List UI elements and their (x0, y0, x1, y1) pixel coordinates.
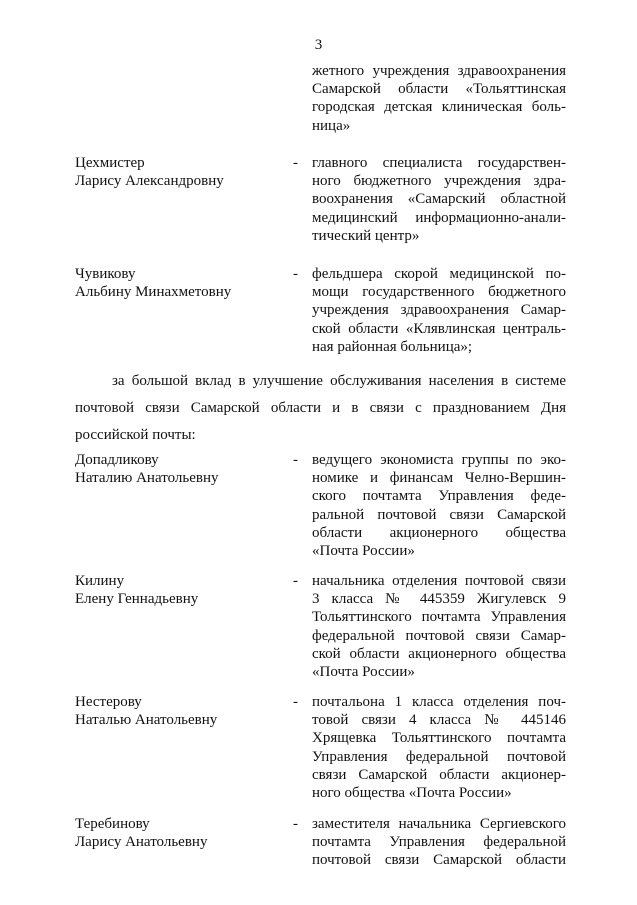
person-surname: Теребинову (75, 816, 150, 832)
description-line: номике и финансам Челно-Вершин- (312, 470, 566, 487)
person-given-names: Ларису Анатольевну (75, 834, 208, 851)
entry-dash: - (293, 694, 298, 710)
description-line: ведущего экономиста группы по эко- (312, 452, 566, 468)
description-line: ная районная больница»; (312, 338, 473, 355)
description-line: учреждения здравоохранения Самар- (312, 302, 566, 319)
entry-dash: - (293, 573, 298, 589)
description-line: связи Самарской области акционер- (312, 766, 566, 783)
description-line: ского почтамта Управления феде- (312, 488, 566, 505)
description-line: Тольяттинского почтамта Управления (312, 609, 566, 626)
description-line: почтамта Управления федеральной (312, 834, 566, 851)
description-line: мощи государственного бюджетного (312, 284, 566, 301)
person-surname: Нестерову (75, 694, 142, 710)
description-line: области акционерного общества (312, 524, 566, 541)
description-line: заместителя начальника Сергиевского (312, 816, 566, 832)
description-line: почтовой связи Самарской области (312, 852, 566, 869)
description-line: фельдшера скорой медицинской по- (312, 266, 566, 282)
description-line: ральной почтовой связи Самарской (312, 506, 566, 523)
description-line: ской области «Клявлинская централь- (312, 320, 566, 337)
person-surname: Килину (75, 573, 125, 589)
person-surname: Допадликову (75, 452, 159, 468)
entry-description (312, 693, 566, 802)
entry-description (312, 451, 566, 560)
description-line: ница» (312, 117, 351, 134)
entry-description (312, 154, 566, 245)
description-line: медицинский информационно-анали- (312, 209, 566, 226)
description-line: тический центр» (312, 227, 420, 244)
paragraph-line: за большой вклад в улучшение обслуживания населения в системе (112, 373, 566, 389)
person-surname: Цехмистер (75, 155, 145, 171)
description-line: Хрящевка Тольяттинского почтамта (312, 730, 566, 747)
person-name (75, 815, 285, 852)
paragraph-line: почтовой связи Самарской области и в связи с празднованием Дня (75, 400, 566, 416)
person-given-names: Ларису Александровну (75, 173, 224, 190)
entry-dash: - (293, 816, 298, 832)
person-given-names: Альбину Минахметовну (75, 284, 232, 301)
entry-dash: - (293, 155, 298, 171)
description-line: «Почта России» (312, 664, 415, 681)
award-reason-paragraph (75, 368, 566, 449)
description-line: Самарской области «Тольяттинская (312, 81, 566, 98)
entry-dash: - (293, 266, 298, 282)
person-name (75, 154, 285, 191)
description-line: начальника отделения почтовой связи (312, 573, 566, 589)
entry-description (312, 265, 566, 356)
page-number: 3 (314, 37, 323, 53)
entry-description (312, 815, 566, 870)
description-line: ного общества «Почта России» (312, 785, 512, 802)
description-line: воохранения «Самарский областной (312, 191, 566, 208)
description-line: ской области акционерного общества (312, 645, 566, 662)
description-line: городская детская клиническая боль- (312, 99, 566, 116)
person-given-names: Наталью Анатольевну (75, 712, 218, 729)
entry-dash: - (293, 452, 298, 468)
description-line: федеральной почтовой связи Самар- (312, 627, 566, 644)
person-name (75, 693, 285, 730)
person-name (75, 572, 285, 609)
person-name (75, 265, 285, 302)
description-line: почтальона 1 класса отделения поч- (312, 694, 566, 710)
paragraph-line: российской почты: (75, 427, 196, 443)
description-line: товой связи 4 класса № 445146 (312, 712, 566, 729)
person-surname: Чувикову (75, 266, 136, 282)
description-line: жетного учреждения здравоохранения (312, 63, 566, 79)
description-line: главного специалиста государствен- (312, 155, 566, 171)
description-line: 3 класса № 445359 Жигулевск 9 (312, 591, 566, 608)
description-line: Управления федеральной почтовой (312, 748, 566, 765)
entry-description (312, 572, 566, 681)
person-given-names: Елену Геннадьевну (75, 591, 199, 608)
description-line: «Почта России» (312, 543, 415, 560)
person-name (75, 451, 285, 488)
description-line: ного бюджетного учреждения здра- (312, 173, 566, 190)
person-given-names: Наталию Анатольевну (75, 470, 219, 487)
continuation-description (312, 62, 566, 135)
